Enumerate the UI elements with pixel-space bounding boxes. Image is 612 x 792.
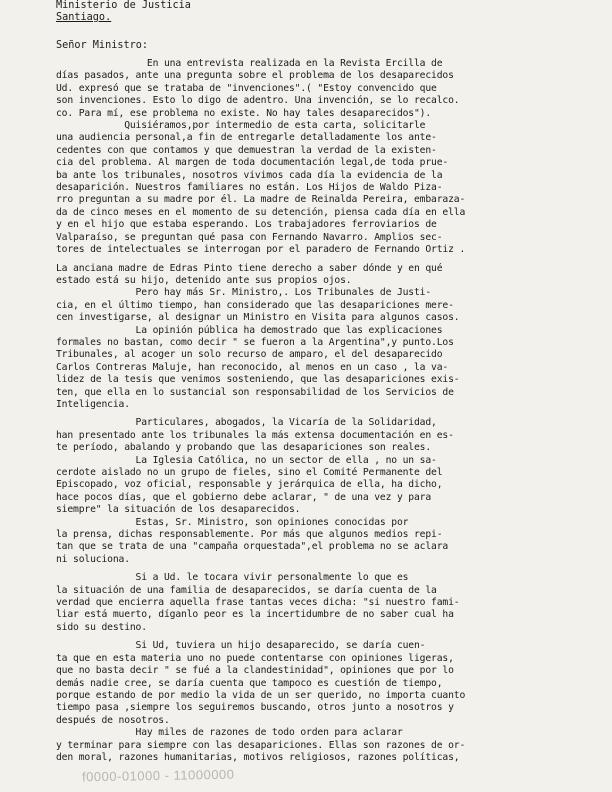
letter-line: liar está muerto, díganlo peor es la incertidumbre de no saber cual ha bbox=[56, 609, 454, 621]
letter-header bbox=[56, 0, 191, 24]
letter-line: Particulares, abogados, la Vicaría de la Solidaridad, bbox=[56, 417, 437, 429]
letter-line: cia del problema. Al margen de toda documentación legal,de toda prue- bbox=[56, 157, 449, 169]
letter-line: ta que en esta materia uno no puede contentarse con opiniones ligeras, bbox=[56, 652, 454, 664]
letter-line: Tribunales, al acoger un solo recurso de amparo, el del desaparecido bbox=[56, 349, 443, 361]
letter-line: cerdote aislado no un grupo de fieles, sino el Comité Permanente del bbox=[56, 467, 443, 478]
letter-line: den moral, razones humanitarias, motivos religiosos, razones políticas, bbox=[56, 751, 460, 763]
letter-line: te período, abalando y probando que las desapariciones son reales. bbox=[56, 442, 432, 454]
letter-line: hace pocos días, que el gobierno debe aclarar, " de una vez y para bbox=[56, 491, 432, 503]
letter-line: estado está su hijo, detenido ante sus propios ojos. bbox=[56, 274, 352, 286]
letter-line: son invenciones. Esto lo digo de adentro. Una invención, se lo recalco. bbox=[56, 95, 460, 107]
letter-line: y en el hijo que estaba esperando. Los trabajadores ferroviarios de bbox=[56, 219, 437, 231]
letter-line: días pasados, ante una pregunta sobre el problema de los desaparecidos bbox=[56, 70, 454, 82]
letter-line: que no basta decir " se fué a la clandestinidad", opiniones que por lo bbox=[56, 665, 454, 677]
letter-line: porque estando de por medio la vida de un ser querido, no importa cuanto bbox=[56, 689, 466, 701]
letter-line: ten, que ella en lo sustancial son responsabilidad de los Servicios de bbox=[56, 386, 454, 398]
letter-line: Quisiéramos,por intermedio de esta carta, solicitarle bbox=[56, 120, 426, 132]
letter-line: desaparición. Nuestros familiares no están. Los Hijos de Waldo Piza- bbox=[56, 182, 443, 194]
letter-body bbox=[56, 58, 584, 764]
letter-line: Valparaíso, se preguntan qué pasa con Fernando Navarro. Amplios sec- bbox=[56, 231, 443, 243]
letter-line: demás nadie cree, se daría cuenta que tampoco es cuestión de tiempo, bbox=[56, 677, 443, 689]
letter-line: rro preguntan a su madre por él. La madre de Reinalda Pereira, embaraza- bbox=[56, 194, 466, 206]
letter-line: Si a Ud. le tocara vivir personalmente lo que es bbox=[56, 572, 409, 584]
letter-line: cedentes con que contamos y que demuestran la verdad de la existen- bbox=[56, 144, 437, 156]
letter-line: la situación de una familia de desaparecidos, se daría cuenta de la bbox=[56, 584, 437, 596]
letter-line: la prensa, dichas responsablemente. Por más que algunos medios repi- bbox=[56, 529, 443, 541]
letter-line: cia, en el último tiempo, han considerado que las desapariciones mere- bbox=[56, 299, 454, 311]
salutation: Señor Ministro: bbox=[56, 40, 149, 51]
letter-line: verdad que encierra aquella frase tantas veces dicha: "si nuestro fami- bbox=[56, 597, 460, 609]
letter-line: Estas, Sr. Ministro, son opiniones conocidas por bbox=[56, 516, 409, 528]
letter-line: tan que se trata de una "campaña orquestada",el problema no se aclara bbox=[56, 541, 449, 553]
letter-line: han presentado ante los tribunales la más extensa documentación en es- bbox=[56, 429, 454, 441]
ministry-name: Ministerio de Justicia bbox=[56, 0, 191, 11]
letter-line: formales no bastan, como decir " se fueron a la Argentina",y punto.Los bbox=[56, 336, 454, 348]
letter-line: cen investigarse, al designar un Ministro en Visita para algunos casos. bbox=[56, 312, 460, 324]
city-name: Santiago. bbox=[56, 12, 112, 23]
letter-line: Episcopado, voz oficial, responsable y jerárquica de ella, ha dicho, bbox=[56, 479, 443, 491]
letter-line: lidez de la tesis que venimos sosteniendo, que las desapariciones exis- bbox=[56, 374, 460, 386]
letter-line: tores de intelectuales se interrogan por el paradero de Fernando Ortiz . bbox=[56, 244, 466, 256]
letter-line: Pero hay más Sr. Ministro,. Los Tribunales de Justi- bbox=[56, 287, 432, 299]
letter-line: Hay miles de razones de todo orden para aclarar bbox=[56, 727, 403, 739]
letter-line: da de cinco meses en el momento de su detención, piensa cada día en ella bbox=[56, 206, 466, 218]
letter-line: Ud. expresó que se trataba de "invenciones".( "Estoy convencido que bbox=[56, 82, 437, 94]
letter-line: ni soluciona. bbox=[56, 553, 130, 565]
letter-line: Inteligencia. bbox=[56, 398, 130, 410]
letter-line: ba ante los tribunales, nosotros vivimos cada día la evidencia de la bbox=[56, 169, 443, 181]
archive-stamp: f0000-01000 - 11000000 bbox=[81, 766, 235, 785]
letter-line: tiempo pasa ,siempre los seguiremos buscando, otros junto a nosotros y bbox=[56, 702, 454, 714]
letter-line: Si Ud, tuviera un hijo desaparecido, se daría cuen- bbox=[56, 640, 426, 652]
letter-line: siempre" la situación de los desaparecidos. bbox=[56, 504, 301, 516]
letter-line: La opinión pública ha demostrado que las explicaciones bbox=[56, 324, 443, 336]
letter-line: La Iglesia Católica, no un sector de ella , no un sa- bbox=[56, 454, 437, 466]
letter-line: una audiencia personal,a fin de entregarle detalladamente los ante- bbox=[56, 132, 437, 144]
letter-line: En una entrevista realizada en la Revista Ercilla de bbox=[56, 58, 443, 69]
letter-line: después de nosotros. bbox=[56, 714, 170, 726]
letter-line: La anciana madre de Edras Pinto tiene derecho a saber dónde y en qué bbox=[56, 262, 443, 274]
letter-line: co. Para mí, ese problema no existe. No hay tales desaparecidos"). bbox=[56, 107, 432, 119]
letter-line: Carlos Contreras Maluje, han reconocido, al menos en un caso , la va- bbox=[56, 361, 449, 373]
letter-line: sido su destino. bbox=[56, 621, 147, 633]
letter-line: y terminar para siempre con las desapariciones. Ellas son razones de or- bbox=[56, 739, 466, 751]
